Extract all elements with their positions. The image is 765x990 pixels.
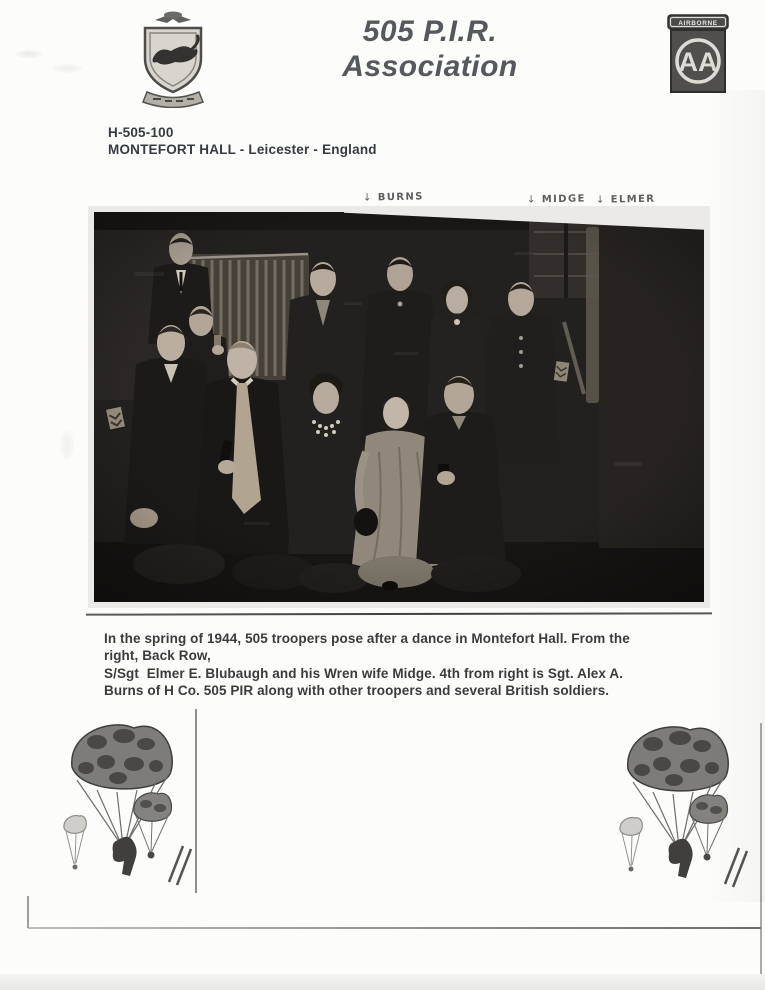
document-id-block bbox=[108, 124, 377, 158]
medium-parachute bbox=[134, 793, 172, 859]
paratrooper-figure bbox=[669, 839, 693, 878]
annotation-midge-label: MIDGE bbox=[541, 193, 586, 206]
title-line-2: Association bbox=[342, 50, 518, 83]
down-arrow-icon: ↓ bbox=[526, 194, 537, 206]
handwritten-annotation-midge bbox=[527, 193, 586, 205]
photo-caption bbox=[104, 630, 712, 700]
down-arrow-icon: ↓ bbox=[595, 194, 606, 206]
paratroopers-drawing-left bbox=[42, 712, 202, 897]
bottom-scan-strip bbox=[0, 974, 765, 990]
slash-marks bbox=[169, 846, 191, 885]
group-photograph bbox=[88, 206, 710, 608]
caption-line-1: In the spring of 1944, 505 troopers pose after a dance in Montefort Hall. From the bbox=[104, 631, 630, 646]
bottom-horizontal-line bbox=[28, 927, 761, 929]
document-id: H-505-100 bbox=[108, 125, 174, 140]
document-location: MONTEFORT HALL - Leicester - England bbox=[108, 142, 377, 157]
caption-line-3: S/Sgt Elmer E. Blubaugh and his Wren wife Midge. 4th from right is Sgt. Alex A. bbox=[104, 665, 624, 681]
82nd-airborne-patch-icon bbox=[666, 14, 730, 96]
scan-smudge bbox=[60, 430, 74, 460]
horizontal-rule bbox=[86, 612, 712, 615]
page-title bbox=[290, 14, 570, 84]
annotation-blubaugh-line1: ELMER bbox=[610, 193, 656, 206]
vignette bbox=[94, 212, 704, 602]
aa-monogram: AA bbox=[678, 47, 718, 77]
annotation-burns-label: BURNS bbox=[377, 191, 424, 204]
down-arrow-icon: ↓ bbox=[362, 192, 373, 204]
vertical-scan-line-left bbox=[195, 709, 197, 893]
handwritten-annotation-burns bbox=[363, 191, 424, 203]
right-margin-shade bbox=[706, 90, 765, 902]
photo-scene bbox=[94, 212, 704, 602]
505-pir-crest-icon bbox=[127, 6, 219, 108]
small-parachute bbox=[620, 818, 642, 872]
paratrooper-figure bbox=[113, 837, 137, 876]
caption-line-4: Burns of H Co. 505 PIR along with other troopers and several British soldiers. bbox=[104, 683, 610, 699]
corner-scan-mark bbox=[27, 896, 29, 928]
title-line-1: 505 P.I.R. bbox=[362, 15, 498, 48]
airborne-tab-label: AIRBORNE bbox=[678, 20, 718, 27]
scan-smudge bbox=[52, 64, 82, 73]
small-parachute bbox=[64, 816, 86, 870]
scan-smudge bbox=[16, 50, 42, 58]
caption-line-2: right, Back Row, bbox=[104, 648, 211, 664]
